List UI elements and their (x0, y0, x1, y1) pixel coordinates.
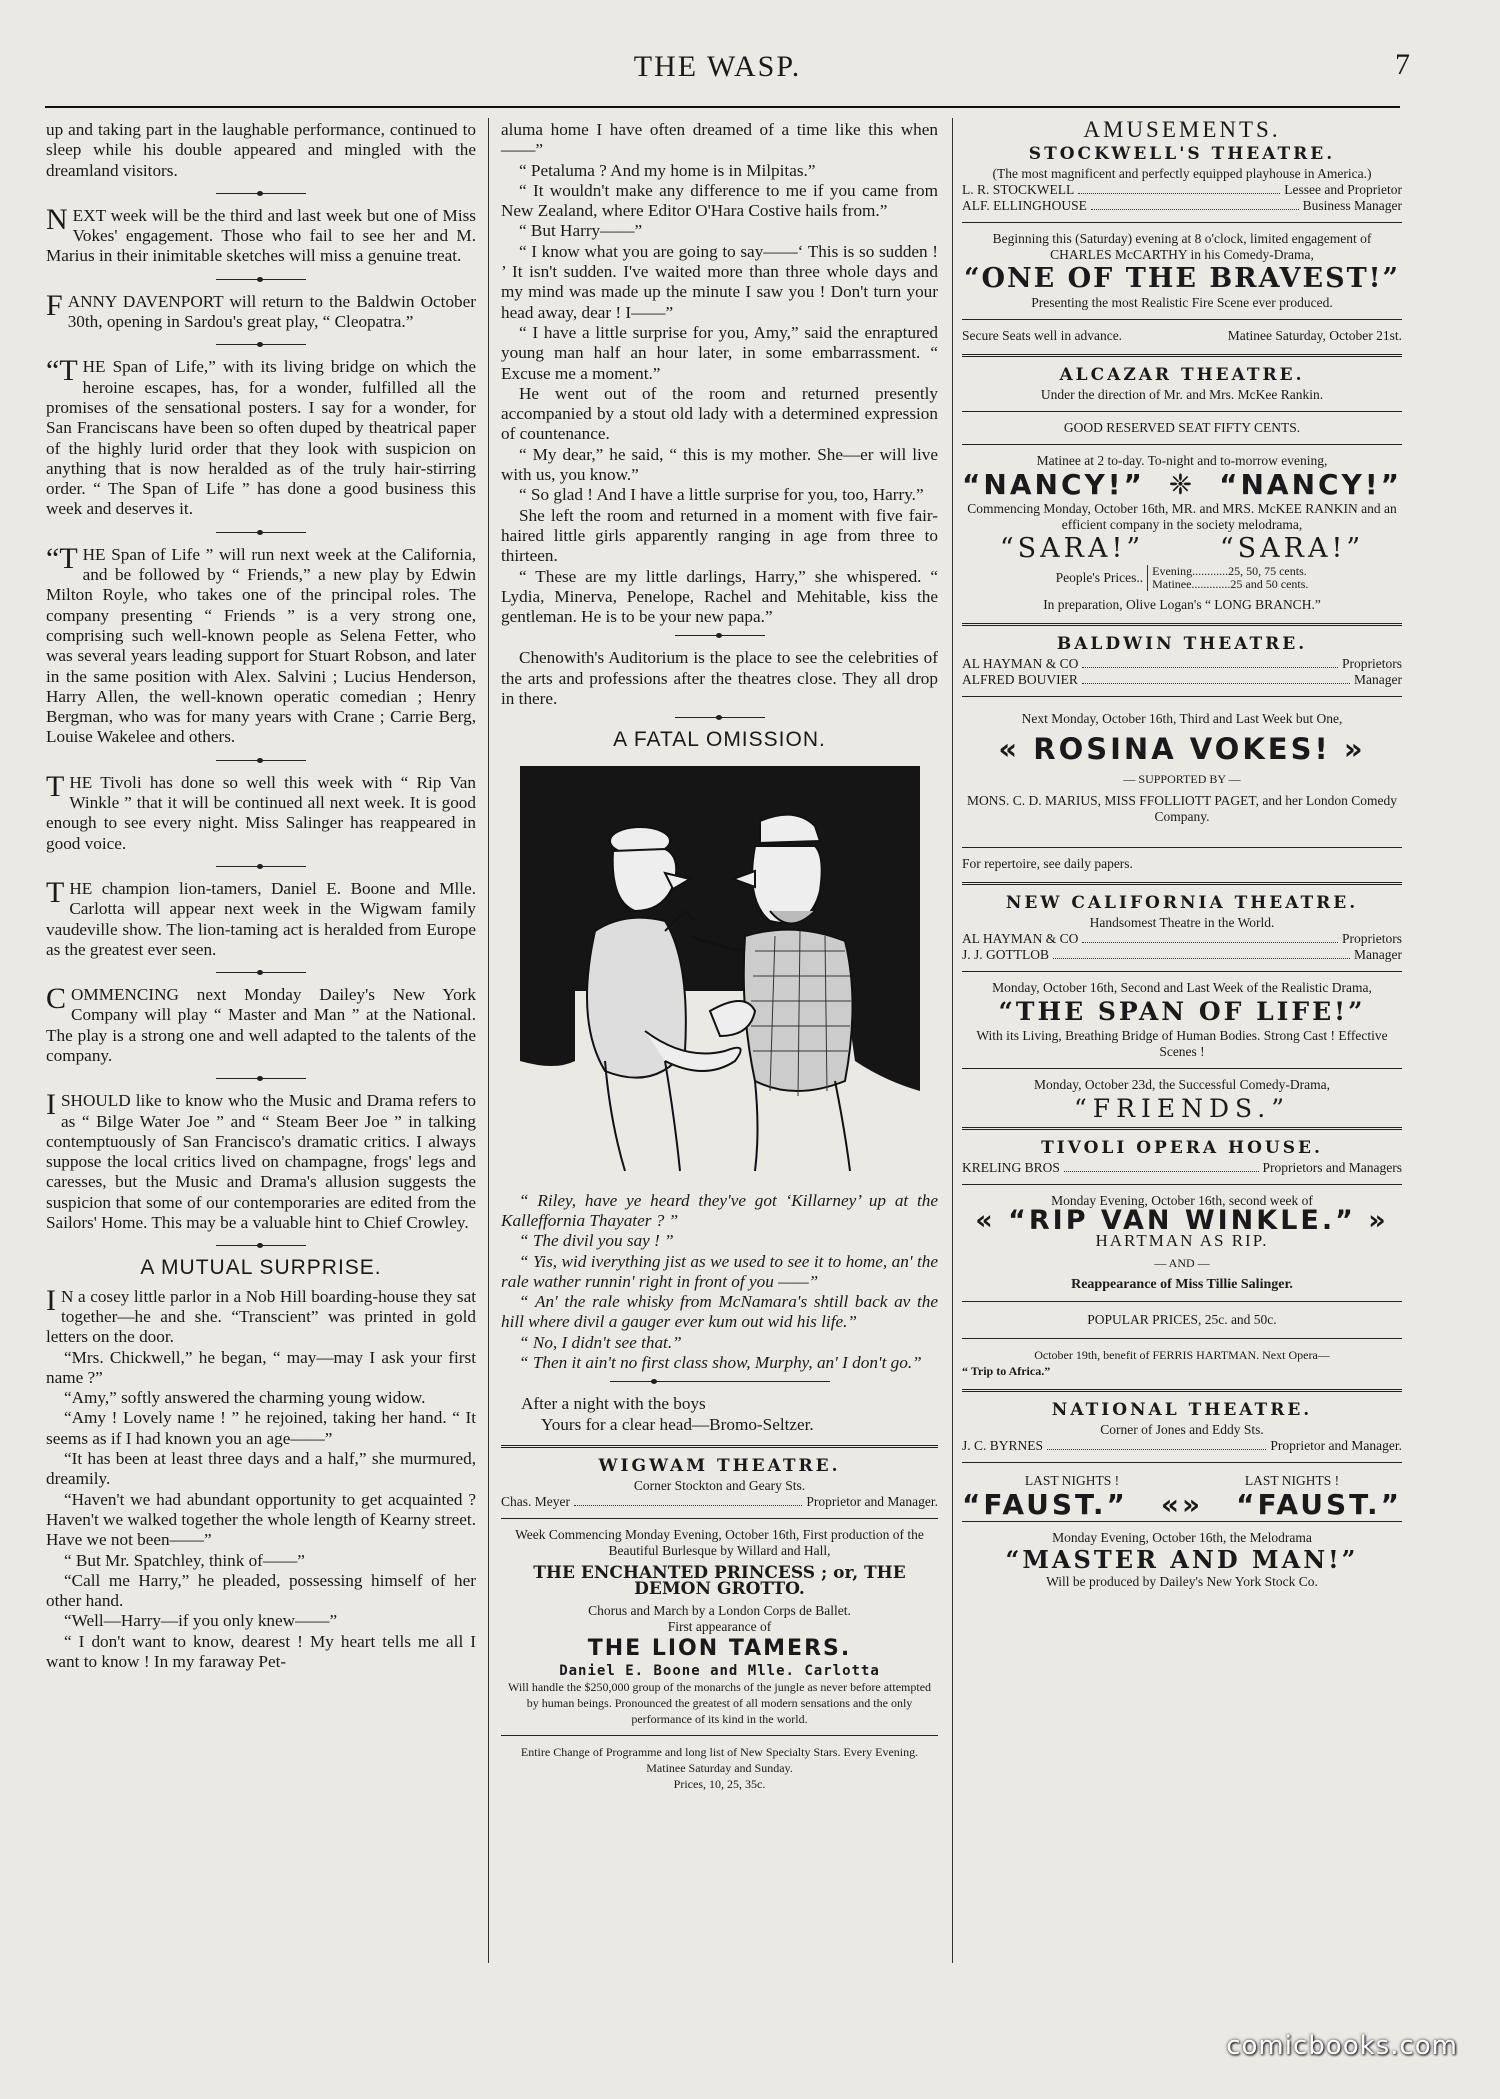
theatre-subtitle: Handsomest Theatre in the World. (1089, 915, 1275, 931)
note-text: SHOULD like to know who the Music and Drama refers to as “ Bilge Water Joe ” and “ Steam Beer Joe ” in talking contemptuously of San Francisco's dramatic critics. I always suppose the local critics lived on champagne, frogs' legs and caresses, but the Music and Drama's allusion suggests the suspicion that some of our contemporaries are edited from the Sailors' Home. This may be a valuable hint to Chief Crowley. (46, 1091, 476, 1233)
story-paragraph: “ But Mr. Spatchley, think of——” (64, 1550, 305, 1570)
drop-cap: T (46, 875, 65, 909)
prices-label: People's Prices.. (1055, 570, 1144, 586)
drop-cap: T (46, 769, 65, 803)
staff-name: AL HAYMAN & CO (962, 931, 1079, 947)
play-title: “SARA!” (999, 533, 1145, 565)
separator (675, 717, 765, 718)
play-title: “MASTER AND MAN!” (1005, 1545, 1359, 1575)
story-paragraph: “Haven't we had abundant opportunity to get acquainted ? Haven't we walked together the whole length of Kearny street. Have we not been——” (46, 1489, 476, 1550)
ornament-icon: » (1330, 732, 1366, 767)
column-divider (952, 118, 953, 1963)
story-paragraph: “ My dear,” he said, “ this is my mother. She—er will live with us, you know.” (501, 444, 938, 485)
separator (610, 1381, 830, 1382)
staff-role: Proprietors (1342, 656, 1402, 672)
separator (216, 532, 306, 533)
bromo-ad-line: After a night with the boys (521, 1394, 706, 1414)
cartoon-illustration (515, 761, 925, 1181)
staff-name: AL HAYMAN & CO (962, 656, 1079, 672)
ad-stockwells-theatre (962, 146, 1402, 344)
popular-prices: POPULAR PRICES, 25c. and 50c. (1087, 1312, 1277, 1328)
ad-rule (501, 1445, 938, 1448)
bromo-ad-line: Yours for a clear head—Bromo-Seltzer. (541, 1414, 814, 1434)
evening-prices: Evening............25, 50, 75 cents. (1152, 564, 1307, 579)
drop-cap: N (46, 202, 68, 236)
separator (216, 193, 306, 194)
commencing-notice: Commencing Monday, October 16th, MR. and MRS. McKEE RANKIN and an efficient company in the society melodrama, (967, 501, 1397, 533)
star-line: HARTMAN AS RIP. (1095, 1231, 1269, 1251)
play-title: THE ENCHANTED PRINCESS ; or, THE DEMON GROTTO. (533, 1562, 906, 1599)
play-title: “NANCY!” (1219, 468, 1402, 502)
cartoon-heading: A FATAL OMISSION. (613, 728, 826, 752)
staff-role: Business Manager (1302, 198, 1402, 214)
story-paragraph: He went out of the room and returned presently accompanied by a stout old lady with a determined expression of countenance. (501, 383, 938, 444)
matinee-notice: Matinee at 2 to-day. To-night and to-morrow evening, (1036, 453, 1328, 469)
preparation-notice: In preparation, Olive Logan's “ LONG BRANCH.” (1043, 597, 1321, 613)
note-text: HE Tivoli has done so well this week with “ Rip Van Winkle ” that it will be continued all next week. It is good enough to see every night. Miss Salinger has reappeared in good voice. (46, 772, 476, 853)
cartoon-dialogue (501, 1191, 938, 1374)
theatre-name: ALCAZAR THEATRE. (1059, 365, 1305, 386)
story-paragraph: “ It wouldn't make any difference to me if you came from New Zealand, where Editor O'Hara Costive hails from.” (501, 180, 938, 221)
separator (216, 279, 306, 280)
note-text: ANNY DAVENPORT will return to the Baldwin October 30th, opening in Sardou's great play, “ Cleopatra.” (67, 291, 476, 332)
separator (216, 972, 306, 973)
ad-baldwin-theatre (962, 636, 1402, 872)
story-paragraph: “ So glad ! And I have a little surprise for you, too, Harry.” (519, 485, 924, 505)
story-paragraph: “ These are my little darlings, Harry,” she whispered. “ Lydia, Minerva, Penelope, Rachel and Mehitable, kiss the gentleman. He is to be your new papa.” (501, 566, 938, 627)
note-davenport (46, 288, 476, 333)
programme-notice: Entire Change of Programme and long list of New Specialty Stars. Every Evening. Matinee Saturday and Sunday. (520, 1744, 919, 1775)
week-notice: Week Commencing Monday Evening, October 16th, First production of the Beautiful Burlesque by Willard and Hall, (515, 1526, 924, 1558)
play-title: “NANCY!” (962, 468, 1145, 502)
theatre-subtitle: (The most magnificent and perfectly equipped playhouse in America.) (992, 166, 1372, 182)
header-rule (45, 106, 1400, 108)
story-paragraph: “ I don't want to know, dearest ! My heart tells me all I want to know ! In my faraway Pet- (46, 1631, 476, 1671)
staff-role: Lessee and Proprietor (1284, 182, 1402, 198)
engagement-notice: Beginning this (Saturday) evening at 8 o'clock, limited engagement of CHARLES McCARTHY in his Comedy-Drama, (992, 231, 1372, 263)
separator (675, 635, 765, 636)
amusements-heading: AMUSEMENTS. (1083, 117, 1281, 142)
note-text: HE Span of Life,” with its living bridge on which the heroine escapes, has, for a wonder, fulfilled all the promises of the sensational posters. I say for a wonder, for San Franciscans have been so often duped by theatrical paper of the highly lurid order that they look with suspicion on anything that is now heralded as of the truly hair-stirring order. “ The Span of Life ” has done a good business this week and deserves it. (46, 357, 476, 519)
note-bilge-water (46, 1088, 476, 1233)
separator (216, 344, 306, 345)
ornament-icon: «» (1160, 1488, 1204, 1522)
note-span-of-life (46, 354, 476, 519)
story-heading: A MUTUAL SURPRISE. (140, 1256, 382, 1280)
dialogue-line: “ Yis, wid iverything jist as we used to see it to home, an' the rale wather runnin' right in front of you ——” (501, 1251, 938, 1291)
supported-by: — SUPPORTED BY — (1123, 772, 1241, 787)
intro-paragraph: up and taking part in the laughable performance, continued to sleep while his double appeared and mingled with the dreamland visitors. (46, 120, 476, 180)
theatre-name: STOCKWELL'S THEATRE. (1028, 144, 1336, 165)
column-left (46, 120, 476, 1672)
note-text: HE Span of Life ” will run next week at the California, and be followed by “ Friends,” a new play by Edwin Milton Royle, who takes one of the principal roles. The company presenting “ Friends ” is a very strong one, comprising such well-known people as Selena Fetter, who was several years leading support for Stuart Robson, and later in the same position with Alex. Salvini ; Lucius Henderson, Harry Allen, the well-known operatic comedian ; Henry Bergman, who was for many years with Crane ; Carrie Berg, Louise Wakelee and others. (46, 544, 476, 747)
dialogue-line: “ No, I didn't see that.” (519, 1332, 682, 1352)
separator (216, 760, 306, 761)
staff-role: Proprietors (1342, 931, 1402, 947)
masthead-title: THE WASP. (633, 50, 802, 83)
page-header (0, 44, 1500, 124)
play-tagline: With its Living, Breathing Bridge of Human Bodies. Strong Cast ! Effective Scenes ! (976, 1028, 1388, 1060)
story-paragraph: “ I have a little surprise for you, Amy,” said the enraptured young man half an hour later, in some embarrassment. “ Excuse me a moment.” (501, 322, 938, 383)
ornament-icon: » (1355, 1205, 1389, 1237)
matinee-prices: Matinee.............25 and 50 cents. (1152, 577, 1309, 592)
dialogue-line: “ Riley, have ye heard they've got ‘Killarney’ up at the Kalleffornia Thayater ? ” (501, 1190, 938, 1230)
story-text: N a cosey little parlor in a Nob Hill boarding-house they sat together—he and she. “Transcient” was printed in gold letters on the door. (46, 1286, 476, 1347)
note-text: EXT week will be the third and last week but one of Miss Vokes' engagement. Those who fail to see her and M. Marius in their inimitable sketches will miss a genuine treat. (46, 205, 476, 266)
dialogue-line: “ Then it ain't no first class show, Murphy, an' I don't go.” (519, 1352, 922, 1372)
ad-new-california-theatre (962, 893, 1402, 1124)
story-paragraph: “ Petaluma ? And my home is in Milpitas.” (519, 160, 816, 180)
engagement-notice: Next Monday, October 16th, Third and Last Week but One, (1021, 711, 1343, 727)
staff-role: Manager (1354, 672, 1402, 688)
last-nights: LAST NIGHTS ! (1244, 1473, 1340, 1489)
staff-role: Proprietor and Manager. (1270, 1438, 1402, 1454)
story-paragraph: She left the room and returned in a moment with five fair-haired little girls apparently ranging in age from three to thirteen. (501, 505, 938, 566)
act-description: Will handle the $250,000 group of the monarchs of the jungle as never before attempted by human beings. Pronounced the greatest of all modern sensations and the only performance of its kind in the world. (507, 1679, 932, 1726)
seat-price: GOOD RESERVED SEAT FIFTY CENTS. (1063, 420, 1301, 436)
column-middle (501, 120, 938, 1792)
drop-cap: I (46, 1283, 56, 1317)
watermark: comicbooks.com (1226, 2031, 1458, 2061)
note-text: OMMENCING next Monday Dailey's New York Company will play “ Master and Man ” at the National. The play is a strong one and well adapted to the talents of the company. (46, 985, 476, 1065)
story-paragraph: “It has been at least three days and a half,” she murmured, dreamily. (46, 1449, 476, 1489)
ad-tivoli-opera-house (962, 1140, 1402, 1379)
page-number: 7 (1395, 48, 1410, 81)
ad-national-theatre (962, 1402, 1402, 1590)
note-vokes (46, 202, 476, 267)
story-paragraph: “Amy ! Lovely name ! ” he rejoined, taking her hand. “ It seems as if I had known you an age——” (46, 1408, 476, 1448)
act-title: THE LION TAMERS. (587, 1635, 852, 1661)
column-amusements (962, 117, 1402, 1590)
seats-notice: Secure Seats well in advance. (962, 328, 1123, 344)
chenowith-notice: Chenowith's Auditorium is the place to see the celebrities of the arts and professions after the theatres close. They all drop in there. (501, 648, 938, 709)
separator (216, 866, 306, 867)
play-title: “ONE OF THE BRAVEST!” (963, 263, 1401, 295)
reappearance-notice: Reappearance of Miss Tillie Salinger. (1071, 1277, 1293, 1293)
drop-cap: “T (46, 354, 78, 388)
theatre-address: Corner of Jones and Eddy Sts. (1100, 1422, 1264, 1438)
story-paragraph: aluma home I have often dreamed of a time like this when——” (501, 120, 938, 160)
drop-cap: “T (46, 541, 78, 575)
story-mutual-surprise (46, 1283, 476, 1673)
staff-role: Proprietors and Managers (1262, 1160, 1402, 1176)
column-divider (488, 118, 489, 1963)
chorus-line: Chorus and March by a London Corps de Ballet. (588, 1602, 851, 1618)
theatre-address: Corner Stockton and Geary Sts. (633, 1477, 806, 1493)
performers: Daniel E. Boone and Mlle. Carlotta (559, 1662, 880, 1679)
play-title: “SARA!” (1219, 533, 1365, 565)
play-title: “THE SPAN OF LIFE!” (998, 997, 1366, 1027)
drop-cap: F (46, 288, 63, 322)
coming-notice: Monday, October 23d, the Successful Comedy-Drama, (1033, 1077, 1331, 1093)
ornament-icon: ❈ (1168, 468, 1196, 502)
production-notice: Will be produced by Dailey's New York Stock Co. (1046, 1574, 1318, 1590)
engagement-notice: Monday Evening, October 16th, second week of (1051, 1193, 1313, 1209)
ornament-icon: « (975, 1205, 1009, 1237)
ad-alcazar-theatre (962, 367, 1402, 613)
matinee-notice: Matinee Saturday, October 21st. (1227, 328, 1402, 344)
play-title: “FAUST.” (962, 1488, 1128, 1522)
note-tivoli (46, 769, 476, 854)
theatre-name: NATIONAL THEATRE. (1051, 1400, 1313, 1421)
staff-role: Manager (1354, 947, 1402, 963)
prices: Prices, 10, 25, 35c. (673, 1776, 766, 1791)
and-line: — AND — (1154, 1256, 1210, 1271)
repertoire-notice: For repertoire, see daily papers. (962, 856, 1133, 872)
drop-cap: C (46, 982, 67, 1016)
story-paragraph: “Mrs. Chickwell,” he began, “ may—may I ask your first name ?” (46, 1347, 476, 1387)
separator (216, 1245, 306, 1246)
star-name: ROSINA VOKES! (1033, 732, 1331, 767)
note-dailey (46, 982, 476, 1066)
story-paragraph: “Call me Harry,” he pleaded, possessing himself of her other hand. (46, 1570, 476, 1611)
first-appearance: First appearance of (667, 1618, 772, 1634)
theatre-name: NEW CALIFORNIA THEATRE. (1005, 893, 1359, 914)
play-title: “RIP VAN WINKLE.” (1008, 1205, 1356, 1237)
note-friends (46, 541, 476, 748)
next-opera: “ Trip to Africa.” (962, 1364, 1051, 1379)
separator (216, 1078, 306, 1079)
play-title: “FAUST.” (1236, 1488, 1402, 1522)
last-nights: LAST NIGHTS ! (1024, 1473, 1120, 1489)
ornament-icon: « (998, 732, 1034, 767)
story-paragraph: “Amy,” softly answered the charming young widow. (64, 1388, 426, 1408)
engagement-notice: Monday Evening, October 16th, the Melodrama (1052, 1530, 1312, 1546)
theatre-name: WIGWAM THEATRE. (598, 1455, 841, 1476)
benefit-notice: October 19th, benefit of FERRIS HARTMAN. Next Opera— (1034, 1348, 1330, 1363)
manager-name: Chas. Meyer (501, 1493, 570, 1509)
manager-role: Proprietor and Manager. (806, 1493, 938, 1509)
ad-wigwam-theatre (501, 1455, 938, 1792)
staff-name: L. R. STOCKWELL (962, 182, 1075, 198)
theatre-name: TIVOLI OPERA HOUSE. (1041, 1138, 1323, 1159)
note-text: HE champion lion-tamers, Daniel E. Boone and Mlle. Carlotta will appear next week in the Wigwam family vaudeville show. The lion-taming act is heralded from Europe as the greatest ever seen. (46, 878, 476, 959)
theatre-direction: Under the direction of Mr. and Mrs. McKee Rankin. (1040, 387, 1324, 403)
story-paragraph: “ I know what you are going to say——‘ This is so sudden ! ’ It isn't sudden. I've waited more than three whole days and my mind was made up the minute I saw you ! Don't turn your head away, dear ! I——” (501, 241, 938, 322)
staff-name: J. J. GOTTLOB (962, 947, 1049, 963)
staff-name: KRELING BROS (962, 1160, 1060, 1176)
story-paragraph: “ But Harry——” (519, 221, 643, 241)
story-paragraph: “Well—Harry—if you only knew——” (64, 1611, 338, 1631)
supporting-cast: MONS. C. D. MARIUS, MISS FFOLLIOTT PAGET, and her London Comedy Company. (967, 793, 1397, 825)
note-lion-tamers (46, 875, 476, 960)
staff-name: ALFRED BOUVIER (962, 672, 1078, 688)
staff-name: J. C. BYRNES (962, 1438, 1044, 1454)
play-tagline: Presenting the most Realistic Fire Scene ever produced. (1031, 295, 1333, 311)
drop-cap: I (46, 1088, 56, 1122)
dialogue-line: “ An' the rale whisky from McNamara's shtill back av the hill where divil a gauger ever kum out wid his life.” (501, 1292, 938, 1332)
engagement-notice: Monday, October 16th, Second and Last Week of the Realistic Drama, (992, 980, 1372, 996)
staff-name: ALF. ELLINGHOUSE (962, 198, 1087, 214)
theatre-name: BALDWIN THEATRE. (1056, 634, 1308, 655)
play-title: “FRIENDS.” (1074, 1094, 1290, 1124)
dialogue-line: “ The divil you say ! ” (519, 1231, 674, 1251)
